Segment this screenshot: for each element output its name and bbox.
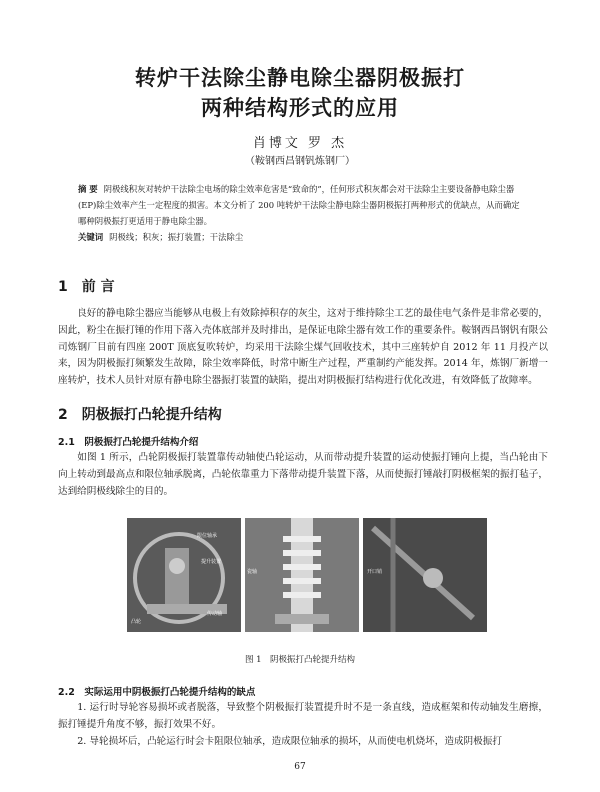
cam-mechanism-photo (127, 518, 241, 632)
label-cam: 凸轮 (131, 619, 142, 625)
affiliation: （鞍钢西昌钢钒炼钢厂） (245, 156, 355, 167)
title-line-2: 两种结构形式的应用 (201, 96, 399, 120)
section-1-paragraph: 良好的静电除尘器应当能够从电极上有效除掉积存的灰尘，这对于维持除尘工艺的最佳电气条件是非常必要的，因此，粉尘在振打锤的作用下落入壳体底部并及时排出，是保证电除尘器有效工作的重要条件。鞍钢西昌钢钒有限公司炼钢厂目前有四座 200T 顶底复吹转炉，均采用干法除尘煤气回收技术，其中三座转炉自 2012 年 11 月投产以来，因为阴极振打频繁发生故障，除尘效率降低，时常中断生产过程，严重制约产能发挥。2014 年，炼钢厂新增一座转炉，技术人员针对原有静电除尘器振打装置的缺陷，提出对阴极振打结构进行优化改进，有效降低了故障率。 (58, 308, 548, 387)
title-line-1: 转炉干法除尘静电除尘器阴极振打 (135, 66, 465, 90)
authors: 肖博文 罗 杰 (252, 136, 348, 151)
page-number: 67 (294, 762, 306, 772)
cotter-pin-photo (363, 518, 487, 632)
section-1-title: 前 言 (81, 279, 115, 295)
keywords-text: 阴极线；积灰；振打装置；干法除尘 (109, 232, 244, 242)
figure-1 (127, 518, 487, 632)
label-cotter-pin: 开口销 (367, 569, 383, 575)
subsection-2-2-item-2: 2. 导轮损坏后，凸轮运行时会卡阻限位轴承，造成限位轴承的损坏，从而使电机烧坏，造成阴极振打 (77, 736, 502, 747)
keywords-label: 关键词 (78, 232, 104, 242)
abstract-text: 阴极线积灰对转炉干法除尘电场的除尘效率危害是“致命的”，任何形式积灰都会对干法除尘主要设备静电除尘器(EP)除尘效率产生一定程度的损害。本文分析了 200 吨转炉干法除尘静电除尘器阴极振打两种形式的优缺点，从而确定哪种阴极振打更适用于静电除尘器。 (78, 184, 520, 226)
abstract-label: 摘 要 (78, 184, 98, 194)
label-drive-shaft: 传动轴 (207, 611, 223, 617)
section-1-number: 1 (58, 279, 68, 295)
figure-photo-insulator (245, 518, 359, 632)
label-lifting-device: 提升装置 (201, 559, 222, 565)
figure-photo-pin (363, 518, 487, 632)
subsection-2-2-item-1: 1. 运行时导轮容易损坏或者脱落，导致整个阴极振打装置提升时不是一条直线，造成框架和传动轴发生磨擦，振打锤提升角度不够，振打效果不好。 (58, 702, 548, 730)
section-2-number: 2 (58, 407, 68, 423)
section-2-title: 阴极振打凸轮提升结构 (81, 407, 222, 423)
abstract (78, 181, 524, 245)
figure-1-caption: 图 1 阴极振打凸轮提升结构 (244, 655, 356, 665)
subsection-2-1-paragraph: 如图 1 所示，凸轮阴极振打装置靠传动轴使凸轮运动，从而带动提升装置的运动使振打锤向上提，当凸轮由下向上转动到最高点和限位轴承脱离，凸轮依靠重力下落带动提升装置下落，从而使振打锤敲打阴极框架的振打毡子，达到给阴极线除尘的目的。 (58, 452, 548, 497)
section-2-heading (58, 404, 222, 424)
subsection-2-2-heading: 2.2 实际运用中阴极振打凸轮提升结构的缺点 (58, 687, 256, 698)
subsection-2-1-heading: 2.1 阴极振打凸轮提升结构介绍 (58, 437, 199, 448)
label-limit-bearing: 限位轴承 (197, 533, 218, 539)
label-porcelain-shaft: 瓷轴 (247, 569, 258, 575)
section-1-heading (58, 276, 115, 296)
figure-photo-cam (127, 518, 241, 632)
insulator-photo (245, 518, 359, 632)
